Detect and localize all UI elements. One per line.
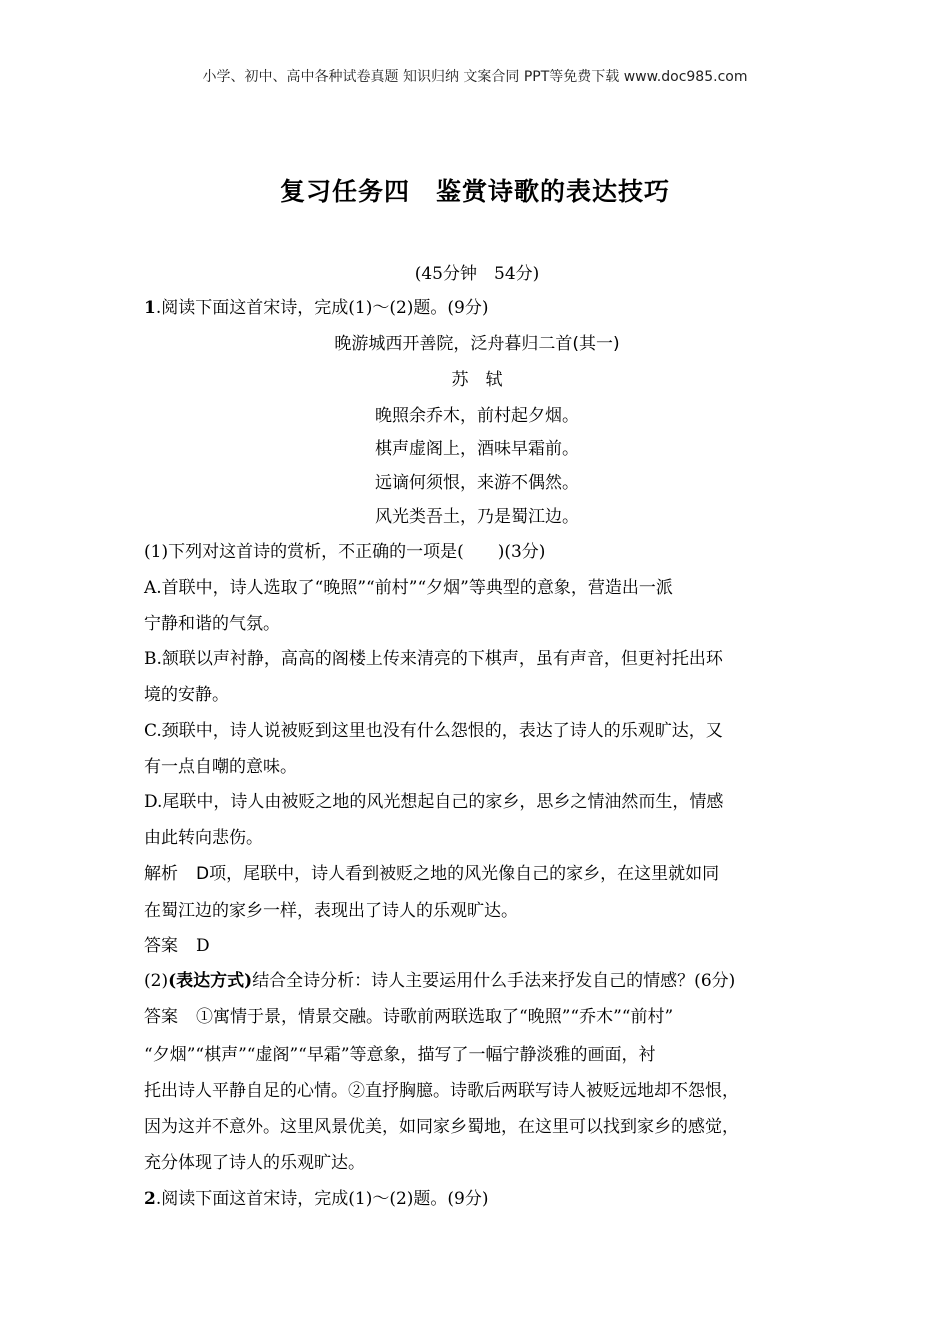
page-title: 复习任务四 鉴赏诗歌的表达技巧 xyxy=(279,177,670,206)
answer-label: 答案 xyxy=(144,936,178,956)
option-a: A.首联中，诗人选取了“晚照”“前村”“夕烟”等典型的意象，营造出一派 xyxy=(144,578,673,598)
answer-2-line: 托出诗人平静自足的心情。②直抒胸臆。诗歌后两联写诗人被贬远地却不怨恨， xyxy=(144,1081,739,1101)
question-1-stem: 1.阅读下面这首宋诗，完成(1)～(2)题。(9分) xyxy=(144,298,489,318)
option-b: B.颔联以声衬静，高高的阁楼上传来清亮的下棋声，虽有声音，但更衬托出环 xyxy=(144,649,723,669)
time-score: (45分钟 54分) xyxy=(414,264,540,284)
poem-line: 远谪何须恨，来游不偶然。 xyxy=(375,473,579,493)
question-2-stem: 2.阅读下面这首宋诗，完成(1)～(2)题。(9分) xyxy=(144,1189,489,1209)
expression-tag: (表达方式) xyxy=(168,971,253,991)
option-b-cont: 境的安静。 xyxy=(144,685,229,705)
answer-1: 答案 D xyxy=(144,936,210,956)
option-c-cont: 有一点自嘲的意味。 xyxy=(144,757,297,777)
option-c: C.颈联中，诗人说被贬到这里也没有什么怨恨的，表达了诗人的乐观旷达，又 xyxy=(144,721,723,741)
answer-label: 答案 xyxy=(144,1007,178,1027)
poem-line: 晚照余乔木，前村起夕烟。 xyxy=(375,406,579,426)
poem-line: 棋声虚阁上，酒味早霜前。 xyxy=(375,439,579,459)
question-1-number: 1 xyxy=(144,298,156,318)
answer-2: 答案 ①寓情于景，情景交融。诗歌前两联选取了“晚照”“乔木”“前村” xyxy=(144,1007,674,1027)
option-d-cont: 由此转向悲伤。 xyxy=(144,828,263,848)
answer-2-line: 因为这并不意外。这里风景优美，如同家乡蜀地，在这里可以找到家乡的感觉， xyxy=(144,1117,739,1137)
poem-author: 苏 轼 xyxy=(451,370,503,390)
option-d: D.尾联中，诗人由被贬之地的风光想起自己的家乡，思乡之情油然而生，情感 xyxy=(144,792,724,812)
page-header: 小学、初中、高中各种试卷真题 知识归纳 文案合同 PPT等免费下载 www.doc985.com xyxy=(202,69,748,85)
answer-2-line: “夕烟”“棋声”“虚阁”“早霜”等意象，描写了一幅宁静淡雅的画面，衬 xyxy=(144,1045,656,1065)
poem-line: 风光类吾土，乃是蜀江边。 xyxy=(375,507,579,527)
sub-question-1: (1)下列对这首诗的赏析，不正确的一项是( )(3分) xyxy=(144,542,546,562)
analysis: 解析 D项，尾联中，诗人看到被贬之地的风光像自己的家乡，在这里就如同 xyxy=(144,864,720,884)
analysis-cont: 在蜀江边的家乡一样，表现出了诗人的乐观旷达。 xyxy=(144,901,518,921)
sub-question-2: (2)(表达方式)结合全诗分析：诗人主要运用什么手法来抒发自己的情感？(6分) xyxy=(144,971,736,991)
question-2-number: 2 xyxy=(144,1189,156,1209)
poem-title: 晚游城西开善院，泛舟暮归二首(其一) xyxy=(334,334,620,354)
option-a-cont: 宁静和谐的气氛。 xyxy=(144,614,280,634)
analysis-label: 解析 xyxy=(144,864,178,884)
answer-2-line: 充分体现了诗人的乐观旷达。 xyxy=(144,1153,365,1173)
